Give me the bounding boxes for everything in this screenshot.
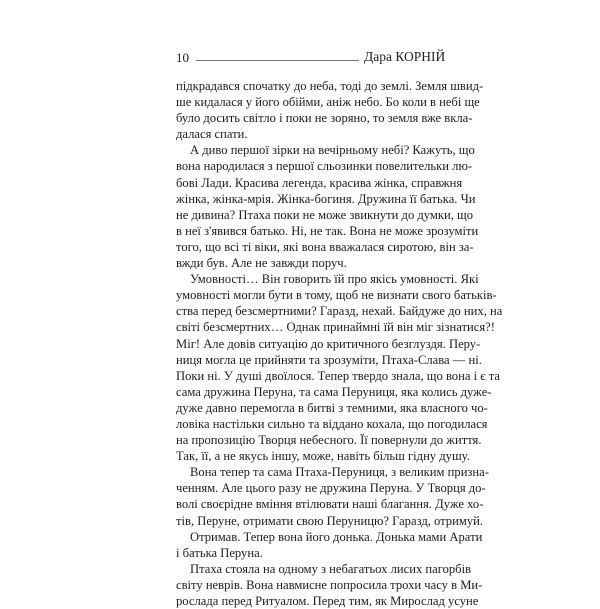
running-head-author: Дара КОРНІЙ xyxy=(364,49,446,64)
text-line: ниця могла це прийняти та зрозуміти, Птаха-Слава — ні. xyxy=(176,352,482,367)
text-line: було досить світло і поки не зоряно, то земля вже вкла- xyxy=(176,111,473,126)
page-number: 10 xyxy=(176,50,189,65)
text-line: і батька Перуна. xyxy=(176,545,263,560)
paragraph xyxy=(176,561,483,609)
text-line: Вона тепер та сама Птаха-Перуниця, з великим призна- xyxy=(190,465,489,480)
body-text xyxy=(176,78,503,609)
text-line: сама дружина Перуна, та сама Перуниця, яка колись дуже- xyxy=(176,384,492,399)
text-line: світу неврів. Вона навмисне попросила трохи часу в Ми- xyxy=(176,577,483,592)
text-line: волі своєрідне вміння втілювати наші благання. Дуже хо- xyxy=(176,497,484,512)
paragraph xyxy=(176,271,503,464)
paragraph xyxy=(176,142,479,271)
text-line: в неї з'явився батько. Ні, не так. Вона не може зрозуміти xyxy=(176,223,479,238)
text-line: підкрадався спочатку до неба, тоді до землі. Земля швид- xyxy=(176,79,484,93)
text-line: жінка, жінка-мрія. Жінка-богиня. Дружина її батька. Чи xyxy=(176,191,476,206)
text-line: Міг! Але довів ситуацію до критичного безглуздя. Перу- xyxy=(176,336,481,351)
text-line: ловіка настільки сильно та віддано кохала, що погодилася xyxy=(176,416,488,431)
text-line: Отримав. Тепер вона його донька. Донька мами Арати xyxy=(190,529,483,544)
text-line: тів, Перуне, отримати свою Перуницю? Гаразд, отримуй. xyxy=(176,513,484,528)
text-line: Птаха стояла на одному з небагатьох лисих пагорбів xyxy=(190,561,472,576)
text-line: дуже давно перемогла в битві з темними, яка власного чо- xyxy=(176,400,488,415)
text-line: ства перед безсмертними? Гаразд, нехай. Байдуже до них, на xyxy=(176,304,503,319)
paragraph xyxy=(176,529,483,561)
text-line: умовності могли бути в тому, щоб не визнати свого батьків- xyxy=(176,288,497,303)
text-line: А диво першої зірки на вечірньому небі? Кажуть, що xyxy=(190,143,475,158)
text-line: Поки ні. У душі двоїлося. Тепер твердо знала, що вона і є та xyxy=(176,368,501,383)
text-line: вона народилася з першої сльозинки повелительки лю- xyxy=(176,159,473,174)
text-line: світі безсмертних… Однак принаймні їй він міг зізнатися?! xyxy=(176,320,495,335)
text-line: бові Лади. Красива легенда, красива жінка, справжня xyxy=(176,175,463,190)
text-line: далася спати. xyxy=(176,127,248,142)
header-rule xyxy=(196,60,359,61)
text-line: рослада перед Ритуалом. Перед тим, як Мирослад усуне xyxy=(176,594,479,608)
text-line: вжди був. Але не завжди поруч. xyxy=(176,256,347,271)
text-line: на пропозицію Творця небесного. Її повернули до життя. xyxy=(176,433,482,448)
text-line: ченням. Але цього разу не дружина Перуна. У Творця до- xyxy=(176,481,486,496)
text-line: Так, її, а не якусь іншу, може, навіть більш гідну душу. xyxy=(176,449,470,464)
text-line: не дивина? Птаха поки не може звикнути до думки, що xyxy=(176,207,474,222)
text-line: ше кидалася у його обійми, аніж небо. Бо коли в небі ще xyxy=(176,95,480,110)
text-line: Умовності… Він говорить їй про якісь умовності. Які xyxy=(190,272,479,287)
paragraph xyxy=(176,464,489,528)
paragraph xyxy=(176,78,484,142)
text-line: того, що всі ті віки, які вона вважалася сиротою, він за- xyxy=(176,239,474,254)
